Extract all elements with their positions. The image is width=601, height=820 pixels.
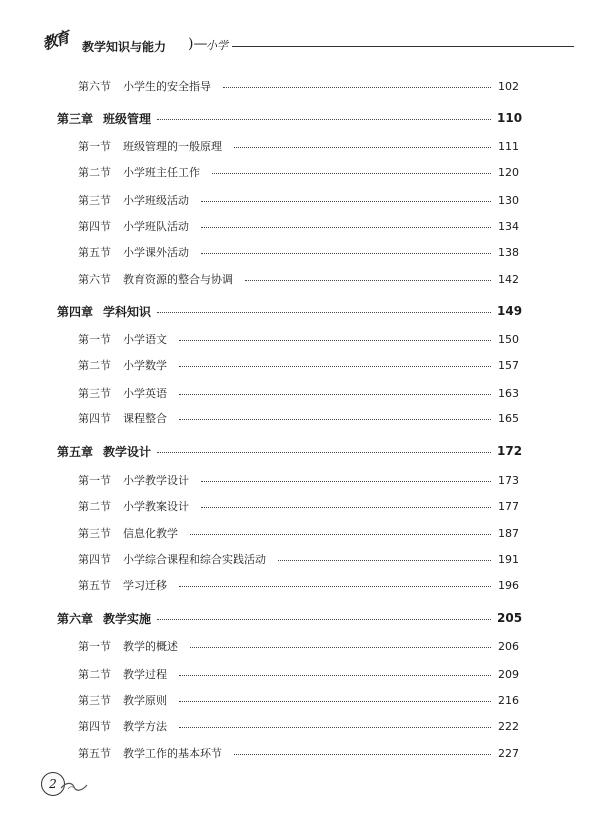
section-title: 小学课外活动 bbox=[123, 246, 189, 259]
section-number: 第三节 bbox=[78, 387, 111, 400]
section-title: 教学过程 bbox=[123, 668, 167, 681]
toc-section-row bbox=[57, 242, 519, 262]
section-title: 课程整合 bbox=[123, 412, 167, 425]
header-bracket: )— bbox=[188, 36, 208, 52]
page-ref: 157 bbox=[498, 358, 519, 372]
book-level: 小学 bbox=[206, 39, 228, 52]
section-number: 第一节 bbox=[78, 333, 111, 346]
toc-section-row bbox=[57, 355, 519, 375]
page-ref: 173 bbox=[498, 473, 519, 487]
section-title: 小学综合课程和综合实践活动 bbox=[123, 553, 266, 566]
section-title: 小学教案设计 bbox=[123, 500, 189, 513]
chapter-title: 教学实施 bbox=[103, 611, 152, 626]
page-ref: 150 bbox=[498, 332, 519, 346]
toc-section-row bbox=[57, 76, 519, 96]
book-title: 教学知识与能力 bbox=[82, 40, 167, 54]
section-title: 小学生的安全指导 bbox=[123, 80, 211, 93]
dot-leader bbox=[234, 754, 491, 755]
toc-section-row bbox=[57, 269, 519, 289]
dot-leader bbox=[157, 119, 491, 120]
page-ref: 130 bbox=[498, 193, 519, 207]
toc-section-row bbox=[57, 716, 519, 736]
page-ref: 191 bbox=[498, 552, 519, 566]
dot-leader bbox=[245, 280, 491, 281]
page-ref: 227 bbox=[498, 746, 519, 760]
dot-leader bbox=[190, 534, 491, 535]
page-ref: 111 bbox=[498, 139, 519, 153]
dot-leader bbox=[278, 560, 491, 561]
dot-leader bbox=[179, 701, 491, 702]
page-ref: 110 bbox=[497, 111, 523, 125]
header-rule bbox=[232, 46, 574, 47]
section-title: 班级管理的一般原理 bbox=[123, 140, 222, 153]
section-title: 教育资源的整合与协调 bbox=[123, 273, 233, 286]
dot-leader bbox=[179, 394, 491, 395]
dot-leader bbox=[179, 675, 491, 676]
page-ref: 177 bbox=[498, 499, 519, 513]
page-header bbox=[42, 28, 542, 68]
section-number: 第六节 bbox=[78, 273, 111, 286]
toc-section-row bbox=[57, 496, 519, 516]
chapter-number: 第五章 bbox=[57, 444, 94, 459]
dot-leader bbox=[157, 619, 491, 620]
publisher-logo: 教育 bbox=[40, 28, 71, 54]
section-number: 第四节 bbox=[78, 720, 111, 733]
dot-leader bbox=[179, 727, 491, 728]
page-ref: 163 bbox=[498, 386, 519, 400]
dot-leader bbox=[201, 201, 491, 202]
toc-section-row bbox=[57, 636, 519, 656]
chapter-number: 第六章 bbox=[57, 611, 94, 626]
toc-section-row bbox=[57, 575, 519, 595]
dot-leader bbox=[201, 227, 491, 228]
toc-chapter-row bbox=[57, 608, 523, 628]
dot-leader bbox=[157, 452, 491, 453]
page-ref: 172 bbox=[497, 444, 523, 458]
page-ref: 187 bbox=[498, 526, 519, 540]
section-number: 第五节 bbox=[78, 747, 111, 760]
toc-section-row bbox=[57, 136, 519, 156]
page-ref: 142 bbox=[498, 272, 519, 286]
section-number: 第四节 bbox=[78, 412, 111, 425]
section-title: 教学方法 bbox=[123, 720, 167, 733]
page-ref: 149 bbox=[497, 304, 523, 318]
page-ref: 222 bbox=[498, 719, 519, 733]
chapter-number: 第四章 bbox=[57, 304, 94, 319]
chapter-title: 教学设计 bbox=[103, 444, 152, 459]
section-title: 教学原则 bbox=[123, 694, 167, 707]
toc-chapter-row bbox=[57, 301, 523, 321]
page-number: 2 bbox=[49, 777, 57, 791]
toc-section-row bbox=[57, 162, 519, 182]
page-ref: 134 bbox=[498, 219, 519, 233]
toc-section-row bbox=[57, 470, 519, 490]
page-ref: 209 bbox=[498, 667, 519, 681]
page-ref: 216 bbox=[498, 693, 519, 707]
dot-leader bbox=[157, 312, 491, 313]
section-title: 小学班级活动 bbox=[123, 194, 189, 207]
section-title: 小学班队活动 bbox=[123, 220, 189, 233]
toc-section-row bbox=[57, 216, 519, 236]
section-title: 小学班主任工作 bbox=[123, 166, 200, 179]
toc-section-row bbox=[57, 743, 519, 763]
section-number: 第六节 bbox=[78, 80, 111, 93]
dot-leader bbox=[179, 340, 491, 341]
toc-section-row bbox=[57, 690, 519, 710]
section-number: 第一节 bbox=[78, 474, 111, 487]
dot-leader bbox=[234, 147, 491, 148]
chapter-title: 学科知识 bbox=[103, 304, 152, 319]
section-number: 第一节 bbox=[78, 640, 111, 653]
section-title: 小学语文 bbox=[123, 333, 167, 346]
section-number: 第四节 bbox=[78, 553, 111, 566]
section-number: 第三节 bbox=[78, 194, 111, 207]
toc-section-row bbox=[57, 383, 519, 403]
dot-leader bbox=[201, 253, 491, 254]
dot-leader bbox=[223, 87, 491, 88]
page-ref: 102 bbox=[498, 79, 519, 93]
toc-section-row bbox=[57, 664, 519, 684]
toc-chapter-row bbox=[57, 108, 523, 128]
dot-leader bbox=[212, 173, 491, 174]
chapter-number: 第三章 bbox=[57, 111, 94, 126]
page-ref: 196 bbox=[498, 578, 519, 592]
section-title: 教学工作的基本环节 bbox=[123, 747, 222, 760]
section-number: 第二节 bbox=[78, 166, 111, 179]
decorative-swirl-icon bbox=[60, 780, 88, 794]
section-number: 第五节 bbox=[78, 246, 111, 259]
section-title: 信息化教学 bbox=[123, 527, 178, 540]
section-number: 第三节 bbox=[78, 527, 111, 540]
section-title: 小学英语 bbox=[123, 387, 167, 400]
section-number: 第二节 bbox=[78, 500, 111, 513]
section-number: 第四节 bbox=[78, 220, 111, 233]
toc-section-row bbox=[57, 523, 519, 543]
chapter-title: 班级管理 bbox=[103, 111, 152, 126]
page-ref: 120 bbox=[498, 165, 519, 179]
toc-section-row bbox=[57, 549, 519, 569]
section-number: 第五节 bbox=[78, 579, 111, 592]
page-ref: 165 bbox=[498, 411, 519, 425]
section-number: 第二节 bbox=[78, 668, 111, 681]
toc-chapter-row bbox=[57, 441, 523, 461]
dot-leader bbox=[201, 481, 491, 482]
dot-leader bbox=[201, 507, 491, 508]
toc-section-row bbox=[57, 329, 519, 349]
section-number: 第二节 bbox=[78, 359, 111, 372]
dot-leader bbox=[179, 419, 491, 420]
section-title: 教学的概述 bbox=[123, 640, 178, 653]
section-title: 小学教学设计 bbox=[123, 474, 189, 487]
page-ref: 138 bbox=[498, 245, 519, 259]
section-number: 第三节 bbox=[78, 694, 111, 707]
section-number: 第一节 bbox=[78, 140, 111, 153]
page-ref: 205 bbox=[497, 611, 523, 625]
dot-leader bbox=[179, 366, 491, 367]
toc-section-row bbox=[57, 408, 519, 428]
section-title: 学习迁移 bbox=[123, 579, 167, 592]
section-title: 小学数学 bbox=[123, 359, 167, 372]
page-ref: 206 bbox=[498, 639, 519, 653]
toc-section-row bbox=[57, 190, 519, 210]
dot-leader bbox=[179, 586, 491, 587]
dot-leader bbox=[190, 647, 491, 648]
